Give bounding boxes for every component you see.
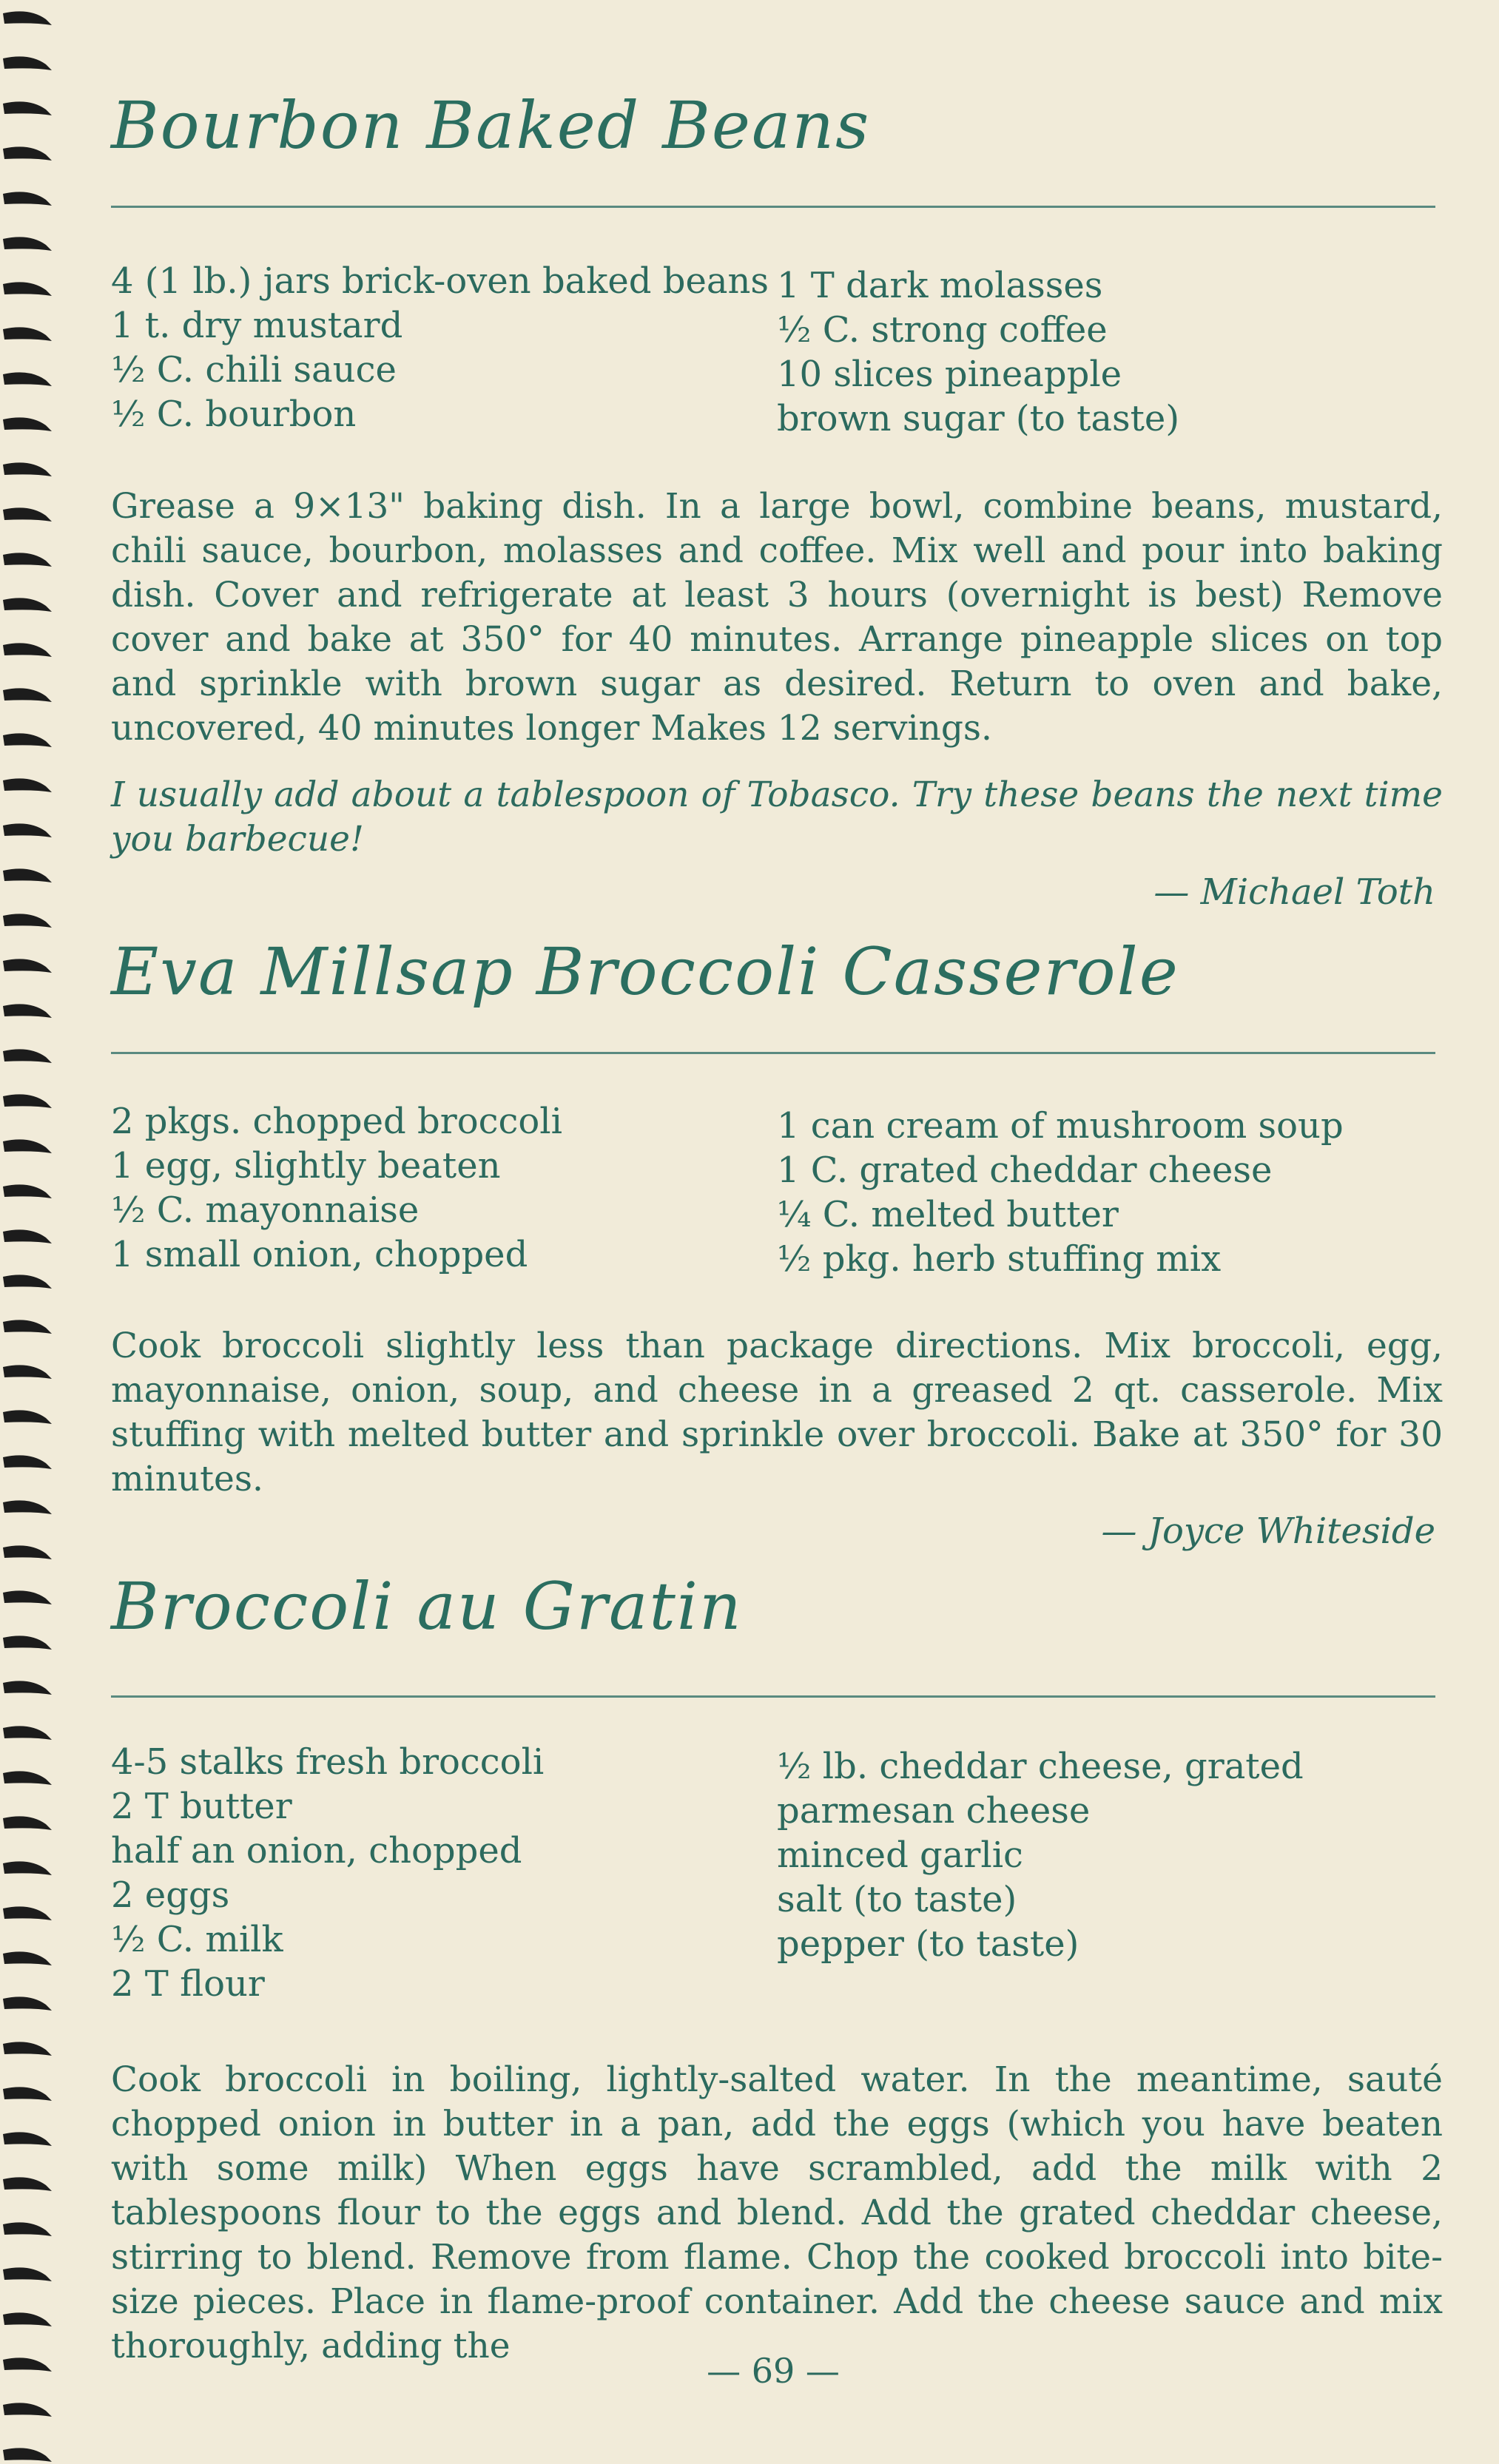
ingredients-left-column (111, 259, 769, 436)
spiral-binding (0, 0, 67, 2464)
spiral-coil (3, 823, 52, 837)
spiral-coil (3, 2312, 52, 2326)
title-divider (111, 206, 1435, 208)
spiral-coil (3, 2132, 52, 2146)
spiral-coil (3, 868, 52, 882)
ingredient: 2 T butter (111, 1786, 292, 1827)
spiral-coil (3, 1771, 52, 1785)
spiral-coil (3, 1410, 52, 1424)
ingredient: 1 t. dry mustard (111, 305, 403, 346)
spiral-coil (3, 1996, 52, 2011)
title-divider (111, 1052, 1435, 1054)
ingredient: 10 slices pineapple (777, 354, 1122, 395)
ingredient: 2 pkgs. chopped broccoli (111, 1101, 562, 1142)
ingredient: ½ lb. cheddar cheese, grated (777, 1746, 1304, 1787)
ingredient: brown sugar (to taste) (777, 398, 1180, 439)
spiral-coil (3, 2357, 52, 2372)
spiral-coil (3, 1500, 52, 1514)
spiral-coil (3, 688, 52, 702)
ingredients-left-column (111, 1099, 562, 1277)
spiral-coil (3, 1365, 52, 1379)
ingredient: 1 can cream of mushroom soup (777, 1105, 1344, 1147)
ingredient: half an onion, chopped (111, 1830, 522, 1871)
ingredient: 1 small onion, chopped (111, 1234, 528, 1275)
spiral-coil (3, 778, 52, 792)
spiral-coil (3, 959, 52, 973)
spiral-coil (3, 1455, 52, 1469)
ingredient: ½ pkg. herb stuffing mix (777, 1238, 1222, 1280)
spiral-coil (3, 733, 52, 747)
spiral-coil (3, 192, 52, 206)
spiral-coil (3, 1275, 52, 1289)
ingredient: pepper (to taste) (777, 1923, 1079, 1965)
spiral-coil (3, 643, 52, 657)
spiral-coil (3, 462, 52, 476)
spiral-coil (3, 1545, 52, 1559)
spiral-coil (3, 2177, 52, 2191)
spiral-coil (3, 598, 52, 612)
spiral-coil (3, 1906, 52, 1920)
spiral-coil (3, 2267, 52, 2281)
recipe-title-bourbon-baked-beans: Bourbon Baked Beans (111, 87, 871, 163)
recipe-directions: Grease a 9×13" baking dish. In a large bowl, combine beans, mustard, chili sauce, bourbon, molasses and coffee. Mix well and pour into baking dish. Cover and refrigerate at least 3 hours (overnight is best) Remove cover and bake at 350° for 40 minutes. Arrange pineapple slices on top and sprinkle with brown sugar as desired. Return to oven and bake, uncovered, 40 minutes longer Makes 12 servings. (111, 486, 1443, 749)
ingredient: 1 T dark molasses (777, 265, 1103, 306)
spiral-coil (3, 237, 52, 251)
recipe-title-broccoli-casserole: Eva Millsap Broccoli Casserole (111, 934, 1179, 1010)
spiral-coil (3, 1004, 52, 1018)
spiral-coil (3, 1320, 52, 1334)
recipe-directions: Cook broccoli in boiling, lightly-salted water. In the meantime, sauté chopped onion in butter in a pan, add the eggs (which you have beaten with some milk) When eggs have scrambled, add the milk with 2 tablespoons flour to the eggs and blend. Add the grated cheddar cheese, stirring to blend. Remove from flame. Chop the cooked broccoli into bite-size pieces. Place in flame-proof container. Add the cheese sauce and mix thoroughly, adding the (111, 2059, 1443, 2366)
spiral-coil (3, 2403, 52, 2417)
ingredient: 4-5 stalks fresh broccoli (111, 1741, 545, 1783)
ingredient: 4 (1 lb.) jars brick-oven baked beans (111, 260, 769, 302)
ingredient: salt (to taste) (777, 1879, 1017, 1920)
spiral-coil (3, 1184, 52, 1198)
spiral-coil (3, 553, 52, 567)
spiral-coil (3, 11, 52, 25)
spiral-coil (3, 2042, 52, 2056)
recipe-directions: Cook broccoli slightly less than package directions. Mix broccoli, egg, mayonnaise, onion, soup, and cheese in a greased 2 qt. casserole. Mix stuffing with melted butter and sprinkle over broccoli. Bake at 350° for 30 minutes. (111, 1326, 1443, 1499)
spiral-coil (3, 1726, 52, 1740)
spiral-coil (3, 2222, 52, 2236)
ingredient: ½ C. bourbon (111, 394, 357, 435)
ingredient: ½ C. milk (111, 1919, 283, 1960)
page-number: — 69 — (707, 2351, 840, 2391)
spiral-coil (3, 146, 52, 161)
ingredient: 2 T flour (111, 1963, 265, 2005)
spiral-coil (3, 1229, 52, 1243)
ingredient: 2 eggs (111, 1874, 230, 1916)
ingredients-left-column (111, 1740, 544, 2006)
spiral-coil (3, 1094, 52, 1108)
spiral-coil (3, 1861, 52, 1875)
ingredient: ½ C. mayonnaise (111, 1189, 420, 1231)
spiral-coil (3, 1951, 52, 1965)
ingredient: ½ C. strong coffee (777, 309, 1108, 351)
spiral-coil (3, 2448, 52, 2462)
spiral-coil (3, 1816, 52, 1830)
recipe-author: — Joyce Whiteside (1101, 1511, 1435, 1552)
recipe-title-broccoli-au-gratin: Broccoli au Gratin (111, 1568, 743, 1644)
spiral-coil (3, 327, 52, 341)
spiral-coil (3, 1049, 52, 1063)
spiral-coil (3, 1139, 52, 1153)
spiral-coil (3, 56, 52, 70)
ingredient: ¼ C. melted butter (777, 1194, 1119, 1235)
spiral-coil (3, 417, 52, 431)
title-divider (111, 1695, 1435, 1698)
ingredient: 1 C. grated cheddar cheese (777, 1150, 1273, 1191)
ingredients-right-column (777, 1744, 1304, 1966)
spiral-coil (3, 372, 52, 386)
ingredient: ½ C. chili sauce (111, 349, 397, 391)
recipe-note: I usually add about a tablespoon of Tobasco. Try these beans the next time you barbecue! (111, 774, 1443, 860)
ingredients-right-column (777, 263, 1179, 441)
spiral-coil (3, 1590, 52, 1604)
spiral-coil (3, 914, 52, 928)
spiral-coil (3, 282, 52, 296)
ingredient: parmesan cheese (777, 1790, 1091, 1832)
spiral-coil (3, 101, 52, 115)
spiral-coil (3, 2087, 52, 2101)
spiral-coil (3, 1636, 52, 1650)
ingredients-right-column (777, 1104, 1344, 1281)
spiral-coil (3, 507, 52, 522)
ingredient: minced garlic (777, 1835, 1023, 1876)
recipe-author: — Michael Toth (1153, 871, 1435, 913)
ingredient: 1 egg, slightly beaten (111, 1145, 501, 1187)
spiral-coil (3, 1681, 52, 1695)
